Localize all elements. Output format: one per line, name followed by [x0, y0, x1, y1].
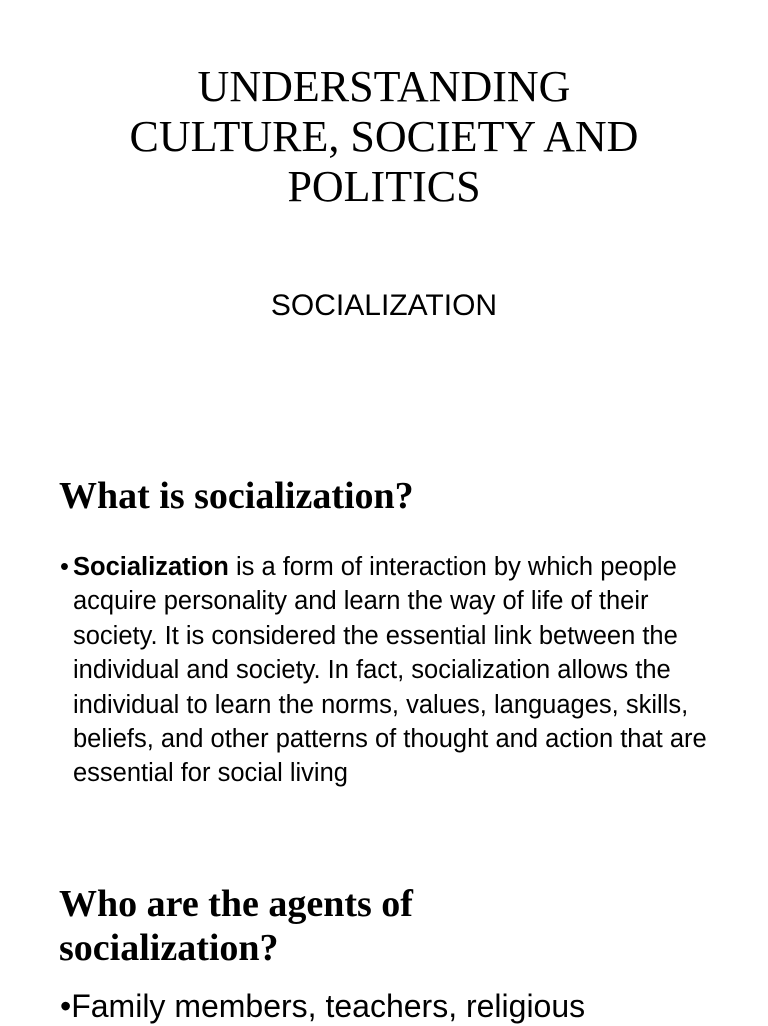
main-title — [40, 62, 728, 212]
agents-text: Family members, teachers, religious — [71, 988, 586, 1024]
agents-bullet — [60, 986, 768, 1026]
title-line: UNDERSTANDING — [197, 62, 571, 111]
heading-agents-of-socialization — [59, 882, 739, 970]
subtitle: SOCIALIZATION — [270, 289, 498, 322]
heading-line: Who are the agents of — [59, 883, 413, 925]
title-line: CULTURE, SOCIETY AND — [129, 112, 639, 161]
title-line: POLITICS — [287, 162, 481, 211]
title-slide — [0, 0, 768, 440]
bold-term: Socialization — [73, 553, 229, 581]
bullet-marker: • — [60, 988, 72, 1024]
definition-text: is a form of interaction by which people acquire personality and learn the way of life of their society. It is considered the essential link between the individual and society. In fact, socialization allows the individual to learn the norms, values, languages, skills, beliefs, and other patterns of thought and action that are essential for social living — [73, 553, 707, 788]
heading-what-is-socialization: What is socialization? — [59, 475, 414, 517]
bullet-marker: • — [60, 553, 69, 581]
heading-line: socialization? — [59, 927, 279, 969]
definition-bullet — [60, 550, 723, 791]
